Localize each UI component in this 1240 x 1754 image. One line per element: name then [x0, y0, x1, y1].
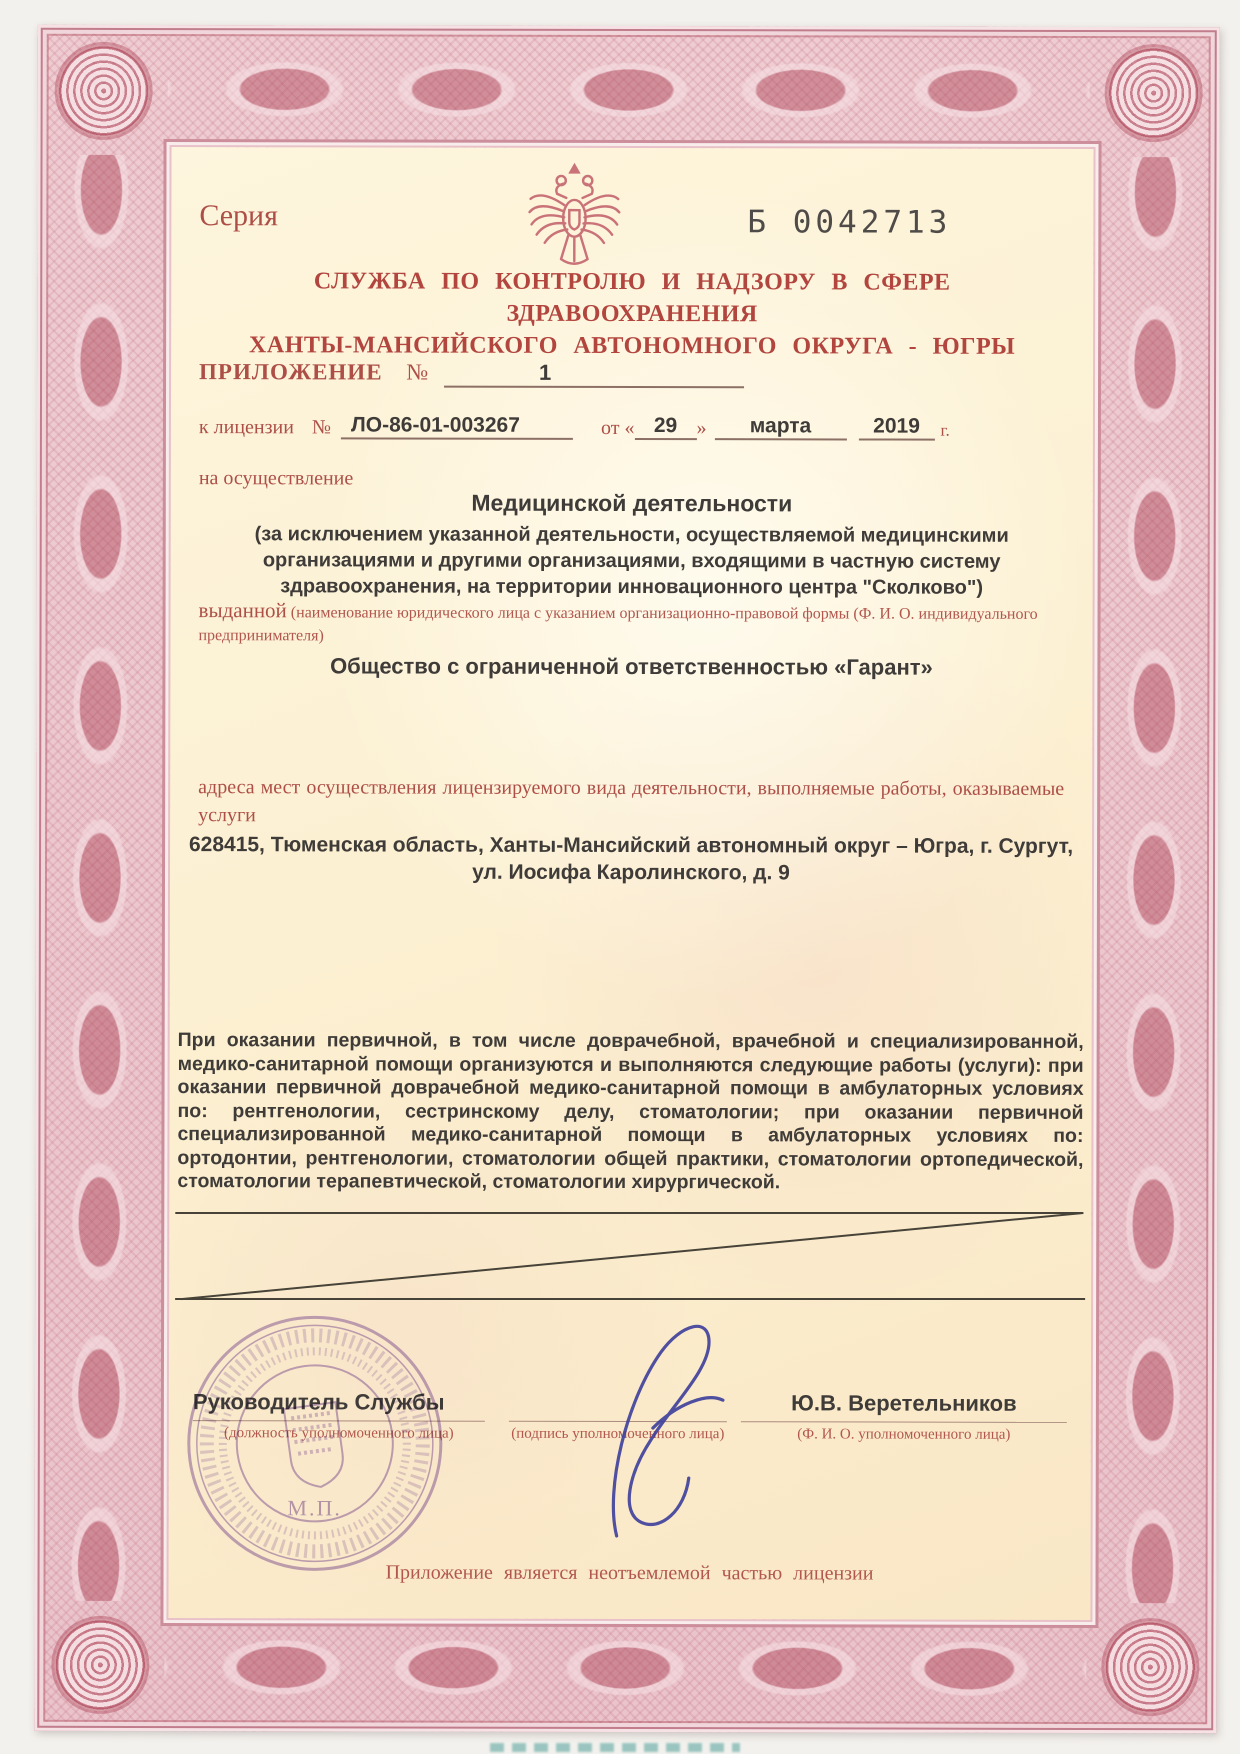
address-value-line1: 628415, Тюменская область, Ханты-Мансийский автономный округ – Югра, г. Сургут,	[188, 833, 1074, 858]
license-date-day-field: 29	[634, 414, 696, 440]
license-quote-close: »	[696, 417, 707, 440]
stamp-mp-label: М.П.	[287, 1495, 342, 1521]
scan-artifact	[490, 1743, 740, 1752]
appendix-number-sign: №	[406, 359, 429, 385]
series-label: Серия	[199, 199, 278, 233]
addresses-label: адреса мест осуществления лицензируемого вида деятельности, выполняемые работы, оказываемые услуги	[198, 776, 1065, 827]
holder-name: Ю.В. Веретельников	[741, 1390, 1067, 1423]
position-caption: (должность уполномоченного лица)	[224, 1425, 454, 1442]
appendix-number-field: 1	[444, 360, 744, 389]
license-date-month-field: марта	[714, 414, 846, 440]
address-value-line2: ул. Иосифа Каролинского, д. 9	[472, 860, 790, 885]
state-emblem-icon	[523, 162, 625, 282]
activity-intro-label: на осуществление	[198, 467, 354, 490]
name-caption: (Ф. И. О. уполномоченного лица)	[797, 1426, 1011, 1443]
signature-caption: (подпись уполномоченного лица)	[511, 1425, 725, 1443]
license-row	[199, 413, 950, 441]
license-number-field: ЛО-86-01-003267	[341, 413, 573, 439]
authority-name	[181, 265, 1083, 363]
appendix-row	[199, 359, 744, 388]
license-from-label: от «	[601, 416, 635, 440]
license-label: к лицензии	[198, 416, 294, 439]
activity-exception-note: (за исключением указанной деятельности, осуществляемой медицинскими организациями и другими организациями, входящими в частную систему здравоохранения, на территории инновационного центра "Сколково")	[254, 523, 1009, 599]
position-title: Руководитель Службы	[193, 1389, 485, 1422]
authority-name-line2: ХАНТЫ-МАНСИЙСКОГО АВТОНОМНОГО ОКРУГА - ЮГРЫ	[249, 332, 1016, 360]
border-ornament-bottom	[164, 1619, 1086, 1717]
corner-rosette-icon	[58, 45, 150, 137]
void-strike-lines	[169, 1199, 1091, 1313]
official-stamp	[177, 1305, 454, 1582]
corner-rosette-icon	[1108, 47, 1200, 139]
corner-rosette-icon	[54, 1619, 146, 1711]
certificate-body	[168, 147, 1093, 1620]
license-number-sign: №	[311, 416, 332, 439]
appendix-label: ПРИЛОЖЕНИЕ	[199, 359, 383, 385]
authority-name-line1: СЛУЖБА ПО КОНТРОЛЮ И НАДЗОРУ В СФЕРЕ ЗДРАВООХРАНЕНИЯ	[313, 268, 951, 328]
corner-rosette-icon	[1104, 1621, 1196, 1713]
license-certificate	[34, 25, 1220, 1733]
footer-note: Приложение является неотъемлемой частью лицензии	[385, 1561, 874, 1585]
serial-number: Б 0042713	[747, 204, 952, 241]
address-value	[170, 831, 1092, 887]
issued-to-note: (наименование юридического лица с указанием организационно-правовой формы (Ф. И. О. индивидуального предпринимателя)	[198, 604, 1038, 645]
issued-to-block	[198, 599, 1064, 649]
license-year-suffix: г.	[940, 420, 950, 440]
license-date-year-field: 2019	[858, 414, 934, 440]
works-description: При оказании первичной, в том числе доврачебной, врачебной и специализированной, медико-санитарной помощи организуются и выполняются следующие работы (услуги): при оказании первичной доврачебной медико-санитарной помощи в амбулаторных условиях по: рентгенологии, сестринскому делу, стоматологии; при оказании первичной специализированной медико-санитарной помощи в амбулаторных условиях по: ортодонтии, рентгенологии, стоматологии общей практики, стоматологии ортопедической, стоматологии терапевтической, стоматологии хирургической.	[177, 1029, 1084, 1194]
border-ornament-left	[50, 155, 149, 1601]
border-ornament-top	[168, 41, 1090, 139]
activity-title: Медицинской деятельности	[471, 489, 793, 517]
handwritten-signature	[557, 1308, 767, 1543]
issued-to-label: выданной	[198, 598, 287, 623]
organization-name: Общество с ограниченной ответственностью «Гарант»	[330, 653, 933, 680]
name-column	[741, 1390, 1067, 1444]
border-ornament-right	[1104, 157, 1203, 1603]
